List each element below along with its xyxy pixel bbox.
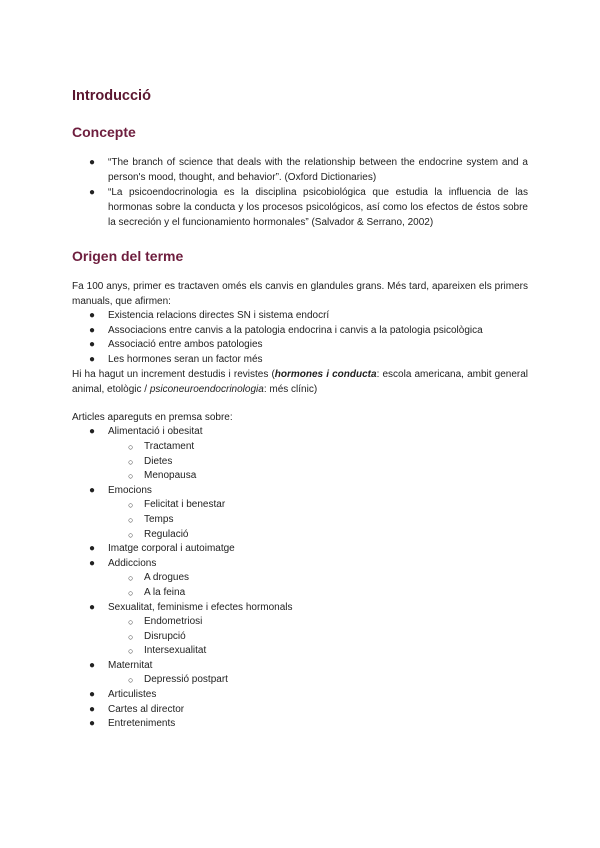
claim-item bbox=[72, 309, 528, 324]
definition-item bbox=[72, 155, 528, 185]
subtopic-label: Depressió postpart bbox=[144, 674, 228, 686]
topic-label: Maternitat bbox=[108, 659, 153, 671]
subtopic-item bbox=[72, 644, 528, 659]
increment-paragraph bbox=[72, 367, 528, 397]
subtopic-label: Felicitat i benestar bbox=[144, 499, 226, 511]
circle-bullet-icon: ○ bbox=[128, 617, 134, 628]
topic-item bbox=[72, 484, 528, 542]
bullet-icon: ● bbox=[89, 484, 96, 496]
increment-text-after: : més clínic) bbox=[263, 384, 318, 396]
definition-text: “La psicoendocrinologia es la disciplina psicobiológica que estudia la influencia de las hormonas sobre la conducta y los procesos psicológicos, así como los efectos de éstos sobre la secreción y el funcionamiento hormonales” (Salvador & Serrano, 2002) bbox=[108, 187, 528, 228]
topic-item bbox=[72, 542, 528, 557]
subtopic-label: Dietes bbox=[144, 455, 173, 467]
circle-bullet-icon: ○ bbox=[128, 456, 134, 467]
document-page bbox=[72, 86, 528, 732]
subtopic-label: Temps bbox=[144, 513, 174, 525]
topic-label: Addiccions bbox=[108, 557, 157, 569]
topic-label: Imatge corporal i autoimatge bbox=[108, 543, 235, 555]
circle-bullet-icon: ○ bbox=[128, 514, 134, 525]
section-heading-concepte: Concepte bbox=[72, 124, 136, 140]
articles-intro: Articles apareguts en premsa sobre: bbox=[72, 412, 233, 424]
subtopic-item bbox=[72, 673, 528, 688]
topic-label: Alimentació i obesitat bbox=[108, 426, 203, 438]
subtopic-label: Tractament bbox=[144, 440, 195, 452]
circle-bullet-icon: ○ bbox=[128, 500, 134, 511]
subtopic-item bbox=[72, 630, 528, 645]
topic-item bbox=[72, 688, 528, 703]
subtopic-label: Disrupció bbox=[144, 630, 186, 642]
circle-bullet-icon: ○ bbox=[128, 587, 134, 598]
topic-item bbox=[72, 703, 528, 718]
subtopic-item bbox=[72, 469, 528, 484]
topic-label: Articulistes bbox=[108, 689, 157, 701]
topics-list bbox=[72, 425, 528, 731]
claim-text: Associacions entre canvis a la patologia endocrina i canvis a la patologia psicològica bbox=[108, 324, 483, 336]
bullet-icon: ● bbox=[89, 187, 96, 198]
topic-label: Sexualitat, feminisme i efectes hormonals bbox=[108, 601, 293, 613]
claim-item bbox=[72, 338, 528, 353]
increment-text-middle: : escola americana, ambit general animal, etològic / bbox=[72, 369, 528, 396]
bullet-icon: ● bbox=[89, 659, 96, 671]
subtopic-list bbox=[108, 571, 528, 600]
circle-bullet-icon: ○ bbox=[128, 529, 134, 540]
origen-intro-paragraph: Fa 100 anys, primer es tractaven omés els canvis en glandules grans. Més tard, apareixen els primers manuals, que afirmen: bbox=[72, 281, 528, 307]
circle-bullet-icon: ○ bbox=[128, 441, 134, 452]
bullet-icon: ● bbox=[89, 601, 96, 613]
claim-text: Associació entre ambos patologies bbox=[108, 339, 263, 351]
subtopic-label: Endometriosi bbox=[144, 616, 203, 628]
circle-bullet-icon: ○ bbox=[128, 646, 134, 657]
topic-item bbox=[72, 659, 528, 688]
bullet-icon: ● bbox=[89, 157, 96, 168]
subtopic-item bbox=[72, 440, 528, 455]
subtopic-item bbox=[72, 528, 528, 543]
bullet-icon: ● bbox=[89, 353, 96, 365]
subtopic-item bbox=[72, 513, 528, 528]
term-psiconeuroendocrinologia: psiconeuroendocrinologia bbox=[149, 384, 264, 396]
claim-item bbox=[72, 324, 528, 339]
circle-bullet-icon: ○ bbox=[128, 573, 134, 584]
topic-item bbox=[72, 425, 528, 483]
circle-bullet-icon: ○ bbox=[128, 631, 134, 642]
subtopic-item bbox=[72, 571, 528, 586]
bullet-icon: ● bbox=[89, 310, 96, 321]
claim-item bbox=[72, 353, 528, 368]
subtopic-item bbox=[72, 615, 528, 630]
subtopic-list bbox=[108, 440, 528, 484]
subtopic-list bbox=[108, 498, 528, 542]
definition-item bbox=[72, 185, 528, 230]
definition-text: “The branch of science that deals with the relationship between the endocrine system and a person's mood, thought, and behavior”. (Oxford Dictionaries) bbox=[108, 157, 528, 183]
bullet-icon: ● bbox=[89, 339, 96, 351]
topic-label: Cartes al director bbox=[108, 703, 185, 715]
bullet-icon: ● bbox=[89, 324, 96, 336]
page-title: Introducció bbox=[72, 88, 151, 104]
bullet-icon: ● bbox=[89, 689, 96, 701]
bullet-icon: ● bbox=[89, 557, 96, 569]
subtopic-list bbox=[108, 615, 528, 659]
definition-list bbox=[72, 155, 528, 230]
topic-item bbox=[72, 717, 528, 732]
claim-text: Les hormones seran un factor més bbox=[108, 353, 263, 365]
increment-text-before: Hi ha hagut un increment destudis i revistes ( bbox=[72, 369, 275, 381]
subtopic-label: A drogues bbox=[144, 572, 190, 584]
bullet-icon: ● bbox=[89, 426, 96, 438]
section-heading-origen: Origen del terme bbox=[72, 248, 184, 264]
subtopic-label: Regulació bbox=[144, 528, 189, 540]
bullet-icon: ● bbox=[89, 543, 96, 555]
term-hormones-conducta: hormones i conducta bbox=[274, 369, 377, 381]
bullet-icon: ● bbox=[89, 703, 96, 715]
topic-item bbox=[72, 557, 528, 601]
circle-bullet-icon: ○ bbox=[128, 675, 134, 686]
subtopic-label: A la feina bbox=[144, 586, 186, 598]
subtopic-item bbox=[72, 586, 528, 601]
subtopic-list bbox=[108, 673, 528, 688]
subtopic-label: Intersexualitat bbox=[144, 645, 207, 657]
topic-label: Entreteniments bbox=[108, 718, 176, 730]
subtopic-item bbox=[72, 455, 528, 470]
claim-text: Existencia relacions directes SN i sistema endocrí bbox=[108, 310, 330, 321]
subtopic-label: Menopausa bbox=[144, 470, 197, 482]
topic-label: Emocions bbox=[108, 484, 152, 496]
circle-bullet-icon: ○ bbox=[128, 471, 134, 482]
bullet-icon: ● bbox=[89, 718, 96, 730]
spacer bbox=[72, 397, 528, 410]
claims-list bbox=[72, 309, 528, 367]
topic-item bbox=[72, 601, 528, 659]
subtopic-item bbox=[72, 498, 528, 513]
